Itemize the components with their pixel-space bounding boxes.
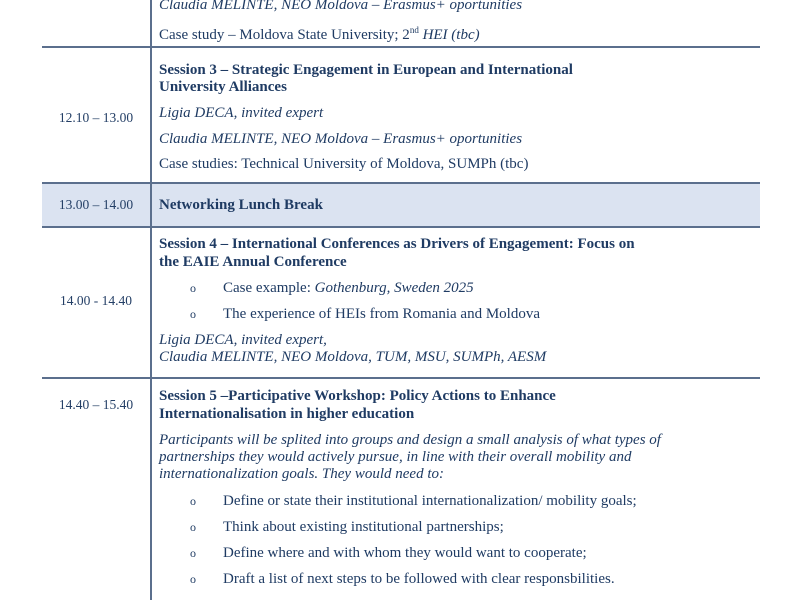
session4-title-line1: Session 4 – International Conferences as Drivers of Engagement: Focus on [159,236,635,252]
session5-title-line2: Internationalisation in higher education [159,406,415,422]
session3-speaker2: Claudia MELINTE, NEO Moldova – Erasmus+ oportunities [159,131,523,147]
column-divider [150,0,152,600]
session5-bullet2-glyph: o [190,520,196,534]
session4-title-line2: the EAIE Annual Conference [159,254,347,270]
lunch-time: 13.00 – 14.00 [58,197,134,212]
session5-bullet3-glyph: o [190,546,196,560]
session5-desc-line1: Participants will be splited into groups and design a small analysis of what types of [159,432,661,448]
top-case-study-sup: nd [409,25,419,35]
session3-title-line2: University Alliances [159,79,287,95]
top-case-study-line [159,21,480,44]
session3-title-line1: Session 3 – Strategic Engagement in European and International [159,62,573,78]
session4-bullet2: The experience of HEIs from Romania and Moldova [223,306,540,322]
session5-bullet4-glyph: o [190,572,196,586]
session4-speaker2: Claudia MELINTE, NEO Moldova, TUM, MSU, SUMPh, AESM [159,349,547,365]
top-speaker-line: Claudia MELINTE, NEO Moldova – Erasmus+ oportunities [159,0,523,13]
session5-bullet1: Define or state their institutional internationalization/ mobility goals; [223,493,637,509]
top-case-study-prefix: Case study – Moldova State University; 2 [159,27,410,43]
session5-bullet1-glyph: o [190,494,196,508]
lunch-title: Networking Lunch Break [159,197,323,213]
session5-bullet4: Draft a list of next steps to be followed with clear responsbilities. [223,571,615,587]
session5-title-line1: Session 5 –Participative Workshop: Policy Actions to Enhance [159,388,556,404]
session4-bullet1-italic: Gothenburg, Sweden 2025 [314,280,474,296]
session4-bullet1 [223,279,474,297]
session4-bullet1-prefix: Case example: [223,280,315,296]
session4-bullet1-glyph: o [190,281,196,295]
session5-time: 14.40 – 15.40 [58,397,134,412]
session5-desc-line2: partnerships they would actively pursue, in line with their overall mobility and [159,449,632,465]
session5-desc-line3: internationalization goals. They would need to: [159,466,444,482]
session3-time: 12.10 – 13.00 [58,110,134,125]
session3-speaker1: Ligia DECA, invited expert [159,105,324,121]
top-case-study-suffix: HEI (tbc) [418,27,480,43]
session5-bullet2: Think about existing institutional partnerships; [223,519,504,535]
session4-time: 14.00 - 14.40 [60,293,132,308]
session4-speaker1: Ligia DECA, invited expert, [159,332,327,348]
session4-bullet2-glyph: o [190,307,196,321]
session3-case-studies: Case studies: Technical University of Moldova, SUMPh (tbc) [159,156,529,172]
session5-bullet3: Define where and with whom they would want to cooperate; [223,545,587,561]
